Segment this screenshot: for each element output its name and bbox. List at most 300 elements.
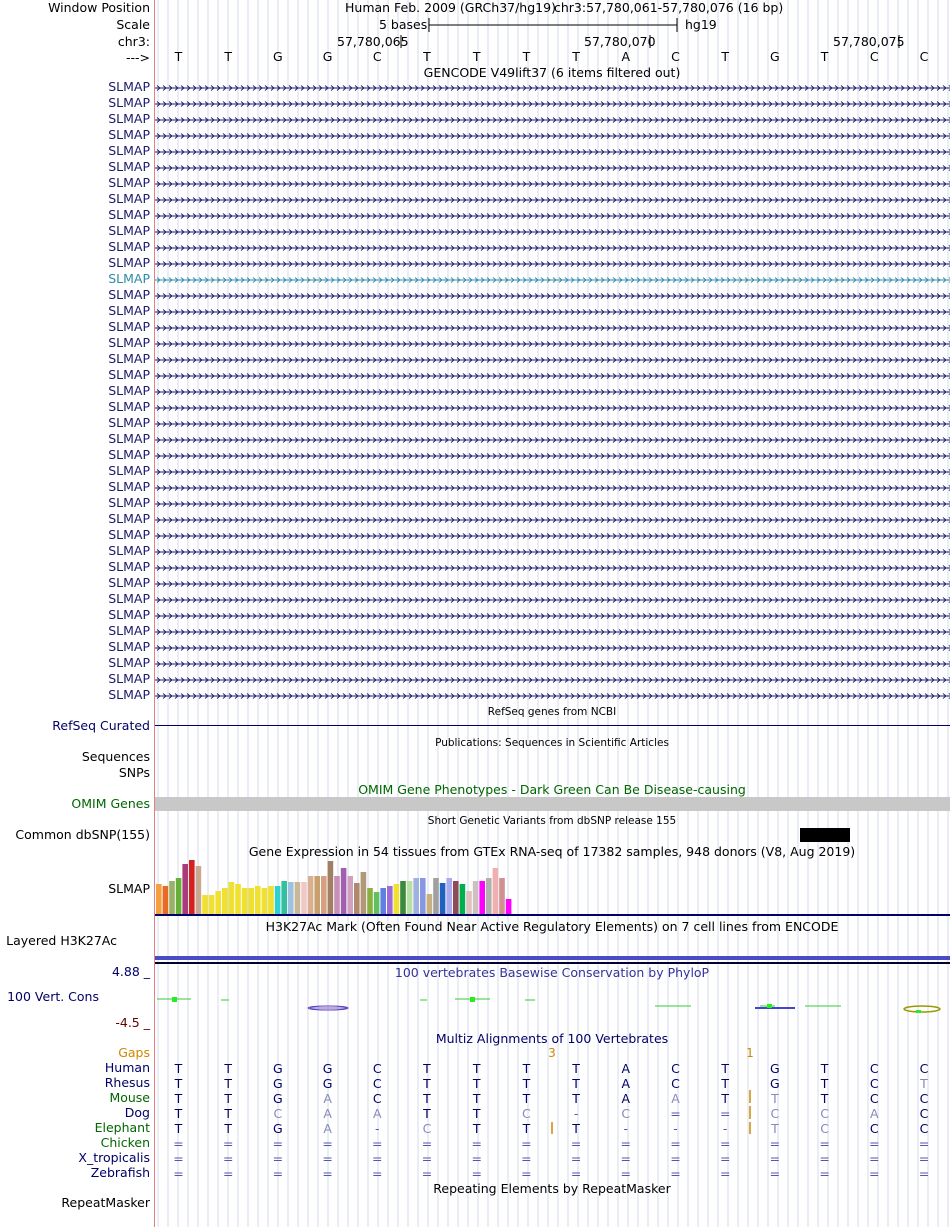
gencode-transcript-line[interactable] [155, 262, 950, 267]
multiz-base: T [572, 1121, 580, 1136]
omim-label[interactable]: OMIM Genes [71, 796, 150, 811]
gencode-transcript-line[interactable] [155, 150, 950, 155]
gencode-transcript-label[interactable]: SLMAP [108, 655, 150, 670]
gencode-transcript-label[interactable]: SLMAP [108, 255, 150, 270]
coord-label-3: 57,780,075 [833, 34, 905, 49]
multiz-base: T [522, 1091, 531, 1106]
multiz-base: = [918, 1136, 930, 1151]
gtex-tissue-bar[interactable] [308, 876, 314, 914]
assembly-title: Human Feb. 2009 (GRCh37/hg19) [345, 0, 556, 15]
publications-label-sequences[interactable]: Sequences [81, 749, 150, 764]
multiz-base: C [522, 1106, 531, 1121]
multiz-base: C [869, 1061, 879, 1076]
gencode-transcript-line[interactable] [155, 518, 950, 523]
multiz-base: = [471, 1151, 482, 1166]
multiz-base: T [771, 1091, 779, 1106]
gencode-transcript-line[interactable] [155, 550, 950, 555]
multiz-base: G [322, 1061, 333, 1076]
omim-gene-bar[interactable] [155, 797, 950, 811]
multiz-base: A [621, 1091, 631, 1106]
multiz-base: T [721, 1091, 729, 1106]
gap-count-1: 3 [548, 1046, 556, 1060]
gtex-tissue-bar[interactable] [275, 886, 281, 914]
publications-label-snps[interactable]: SNPs [118, 765, 150, 780]
gencode-transcript-label[interactable]: SLMAP [108, 143, 150, 158]
gencode-transcript-label[interactable]: SLMAP [108, 431, 150, 446]
gencode-transcript-label[interactable]: SLMAP [108, 271, 150, 286]
gtex-tissue-bar[interactable] [486, 878, 492, 914]
gencode-transcript-line[interactable] [155, 374, 950, 379]
multiz-species-label: X_tropicalis [78, 1150, 150, 1165]
multiz-base: C [919, 1061, 929, 1076]
gencode-transcript-line[interactable] [155, 102, 950, 107]
gencode-transcripts[interactable] [155, 80, 950, 704]
reference-base: A [621, 49, 631, 64]
gencode-transcript-label[interactable]: SLMAP [108, 303, 150, 318]
multiz-base: C [372, 1091, 382, 1106]
multiz-base: A [373, 1106, 382, 1121]
multiz-base: = [670, 1166, 681, 1181]
gtex-tissue-bar[interactable] [235, 884, 241, 914]
gtex-tissue-bar[interactable] [380, 888, 386, 914]
gencode-transcript-line[interactable] [155, 342, 950, 347]
gencode-transcript-label[interactable]: SLMAP [108, 671, 150, 686]
gencode-transcript-label[interactable]: SLMAP [108, 159, 150, 174]
multiz-base: = [918, 1166, 930, 1181]
multiz-base: T [472, 1091, 481, 1106]
gtex-tissue-bar[interactable] [169, 881, 175, 914]
gtex-tissue-bar[interactable] [433, 878, 439, 914]
reference-base: G [770, 49, 780, 64]
gtex-tissue-bar[interactable] [361, 872, 367, 914]
gencode-transcript-line[interactable] [155, 470, 950, 475]
gtex-tissue-bar[interactable] [453, 881, 459, 914]
multiz-base: T [472, 1121, 481, 1136]
multiz-base: C [770, 1106, 780, 1121]
multiz-base: = [769, 1166, 781, 1181]
reference-base: G [322, 49, 333, 64]
reference-base: C [869, 49, 879, 64]
gencode-transcript-label[interactable]: SLMAP [108, 575, 150, 590]
gtex-tissue-bar[interactable] [367, 888, 373, 914]
gencode-transcript-label[interactable]: SLMAP [108, 527, 150, 542]
gtex-tissue-bar[interactable] [209, 895, 215, 914]
multiz-base: C [919, 1091, 929, 1106]
gtex-tissue-bar[interactable] [466, 891, 472, 914]
multiz-base: T [472, 1076, 481, 1091]
gencode-transcript-label[interactable]: SLMAP [108, 335, 150, 350]
gencode-transcript-label[interactable]: SLMAP [108, 543, 150, 558]
gtex-tissue-bar[interactable] [281, 881, 287, 914]
multiz-base: C [621, 1106, 631, 1121]
gencode-transcript-line[interactable] [155, 438, 950, 443]
multiz-base: = [272, 1151, 284, 1166]
reference-base: C [919, 49, 929, 64]
multiz-base: A [671, 1091, 680, 1106]
multiz-base: T [472, 1106, 481, 1121]
gencode-transcript-label[interactable]: SLMAP [108, 399, 150, 414]
gencode-transcript-label[interactable]: SLMAP [108, 175, 150, 190]
gencode-transcript-label[interactable]: SLMAP [108, 383, 150, 398]
gencode-transcript-line[interactable] [155, 614, 950, 619]
gencode-transcript-label[interactable]: SLMAP [108, 95, 150, 110]
multiz-base: = [173, 1136, 184, 1151]
multiz-base: = [869, 1136, 880, 1151]
multiz-base: = [272, 1136, 284, 1151]
multiz-base: = [570, 1166, 582, 1181]
gencode-transcript-label[interactable]: SLMAP [108, 319, 150, 334]
gencode-transcript-line[interactable] [155, 198, 950, 203]
omim-title: OMIM Gene Phenotypes - Dark Green Can Be Disease-causing [358, 782, 746, 797]
multiz-base: A [323, 1106, 332, 1121]
gtex-tissue-bar[interactable] [248, 888, 254, 914]
multiz-base: = [719, 1136, 731, 1151]
multiz-base: = [719, 1106, 731, 1121]
gencode-transcript-line[interactable] [155, 326, 950, 331]
multiz-base: G [770, 1076, 780, 1091]
gencode-transcript-label[interactable]: SLMAP [108, 607, 150, 622]
gtex-tissue-bar[interactable] [499, 878, 505, 914]
gencode-transcript-label[interactable]: SLMAP [108, 511, 150, 526]
gtex-tissue-bar[interactable] [473, 881, 479, 914]
multiz-base: = [322, 1166, 333, 1181]
gencode-transcript-label[interactable]: SLMAP [108, 239, 150, 254]
gtex-tissue-bar[interactable] [394, 884, 400, 914]
multiz-species-label: Rhesus [104, 1075, 150, 1090]
multiz-base: C [671, 1061, 680, 1076]
gencode-transcript-line[interactable] [155, 694, 950, 699]
gtex-tissue-bar[interactable] [215, 891, 221, 914]
gencode-transcript-label[interactable]: SLMAP [108, 79, 150, 94]
h3k27ac-divider [155, 962, 950, 964]
multiz-base: T [771, 1121, 779, 1136]
multiz-base: - [722, 1121, 728, 1136]
scale-text: 5 bases [379, 17, 428, 32]
multiz-base: C [372, 1076, 382, 1091]
window-position-label: Window Position [48, 0, 150, 15]
scale-bar [425, 17, 685, 33]
repeatmasker-title: Repeating Elements by RepeatMasker [433, 1181, 671, 1196]
gencode-transcript-line[interactable] [155, 118, 950, 123]
gencode-transcript-label[interactable]: SLMAP [108, 687, 150, 702]
multiz-base: = [372, 1151, 383, 1166]
gtex-tissue-bar[interactable] [189, 860, 195, 914]
gencode-transcript-line[interactable] [155, 454, 950, 459]
multiz-base: = [372, 1136, 383, 1151]
multiz-base: = [222, 1151, 234, 1166]
gencode-transcript-line[interactable] [155, 678, 950, 683]
reference-base: T [472, 49, 481, 64]
multiz-base: T [572, 1076, 580, 1091]
gtex-tissue-bar[interactable] [493, 868, 499, 914]
multiz-base: C [372, 1061, 382, 1076]
gencode-transcript-label[interactable]: SLMAP [108, 191, 150, 206]
gtex-tissue-bar[interactable] [295, 882, 301, 914]
gencode-transcript-line[interactable] [155, 406, 950, 411]
coord-label-2: 57,780,070 [584, 34, 656, 49]
gtex-tissue-bar[interactable] [268, 886, 274, 914]
multiz-base: T [572, 1091, 580, 1106]
multiz-insertion-marks [155, 1090, 950, 1136]
refseq-gene-line[interactable] [155, 725, 950, 726]
multiz-base: A [870, 1106, 879, 1121]
gencode-transcript-line[interactable] [155, 582, 950, 587]
multiz-base: T [572, 1061, 580, 1076]
conservation-label[interactable]: 100 Vert. Cons [7, 989, 99, 1004]
multiz-base: T [174, 1061, 183, 1076]
multiz-base: T [820, 1091, 829, 1106]
multiz-base: = [372, 1166, 383, 1181]
gtex-tissue-bar[interactable] [314, 876, 320, 914]
gtex-tissue-bar[interactable] [446, 878, 452, 914]
multiz-base: C [869, 1076, 879, 1091]
gtex-tissue-bar[interactable] [255, 886, 261, 914]
multiz-base: T [472, 1061, 481, 1076]
gencode-transcript-label[interactable]: SLMAP [108, 559, 150, 574]
multiz-base: = [769, 1151, 781, 1166]
gencode-title: GENCODE V49lift37 (6 items filtered out) [423, 65, 681, 80]
multiz-base: T [174, 1121, 183, 1136]
dbsnp-variant-block[interactable] [800, 828, 850, 842]
multiz-base: T [174, 1106, 183, 1121]
reference-base: C [372, 49, 382, 64]
multiz-species-label: Dog [124, 1105, 150, 1120]
multiz-base: - [623, 1121, 629, 1136]
gencode-transcript-line[interactable] [155, 486, 950, 491]
gencode-transcript-line[interactable] [155, 662, 950, 667]
multiz-base: C [869, 1091, 879, 1106]
coord-label-1: 57,780,065 [337, 34, 409, 49]
gtex-tissue-bar[interactable] [242, 888, 248, 914]
gtex-tissue-bar[interactable] [440, 883, 446, 914]
gencode-transcript-line[interactable] [155, 278, 950, 283]
gencode-transcript-line[interactable] [155, 134, 950, 139]
db-label: hg19 [685, 17, 717, 32]
multiz-base: T [522, 1076, 531, 1091]
multiz-base: = [471, 1136, 482, 1151]
multiz-base: G [322, 1076, 333, 1091]
reference-base: G [273, 49, 283, 64]
gencode-transcript-line[interactable] [155, 598, 950, 603]
gtex-tissue-bar[interactable] [196, 866, 202, 914]
multiz-base: T [423, 1091, 431, 1106]
gencode-transcript-label[interactable]: SLMAP [108, 623, 150, 638]
reference-base: T [423, 49, 431, 64]
multiz-base: T [174, 1076, 183, 1091]
gtex-tissue-bar[interactable] [413, 878, 419, 914]
h3k27ac-signal[interactable] [155, 956, 950, 960]
gtex-tissue-bar[interactable] [427, 894, 433, 914]
gtex-tissue-bar[interactable] [262, 888, 268, 914]
h3k27ac-label[interactable]: Layered H3K27Ac [6, 933, 117, 948]
coord-ticks [155, 34, 950, 50]
gtex-tissue-bar[interactable] [420, 878, 426, 914]
multiz-base: - [375, 1121, 380, 1136]
gencode-transcript-line[interactable] [155, 310, 950, 315]
multiz-species-label: Human [104, 1060, 150, 1075]
multiz-base: T [224, 1091, 232, 1106]
multiz-base: T [522, 1061, 531, 1076]
gtex-tissue-bar[interactable] [407, 881, 413, 914]
multiz-base: T [423, 1106, 431, 1121]
gencode-transcript-line[interactable] [155, 358, 950, 363]
gencode-transcript-line[interactable] [155, 182, 950, 187]
gencode-transcript-line[interactable] [155, 294, 950, 299]
multiz-base: T [721, 1061, 729, 1076]
multiz-base: = [421, 1136, 433, 1151]
dbsnp-title: Short Genetic Variants from dbSNP release 155 [427, 815, 677, 827]
gencode-transcript-label[interactable]: SLMAP [108, 447, 150, 462]
reference-base: T [820, 49, 829, 64]
multiz-base: = [918, 1151, 930, 1166]
track-label-column [0, 0, 155, 1227]
multiz-base: = [670, 1106, 681, 1121]
gencode-transcript-label[interactable]: SLMAP [108, 127, 150, 142]
multiz-species-label: Zebrafish [90, 1165, 150, 1180]
gtex-tissue-bar[interactable] [460, 884, 466, 914]
gtex-tissue-bar[interactable] [301, 882, 307, 914]
multiz-base: T [423, 1076, 431, 1091]
multiz-base: - [673, 1121, 678, 1136]
multiz-base: T [224, 1061, 232, 1076]
multiz-base: = [521, 1136, 532, 1151]
gtex-tissue-bar[interactable] [229, 882, 235, 914]
gencode-transcript-line[interactable] [155, 214, 950, 219]
gtex-tissue-bar[interactable] [288, 882, 294, 914]
gtex-tissue-bar[interactable] [374, 892, 380, 914]
gtex-tissue-bar[interactable] [387, 886, 393, 914]
multiz-base: = [222, 1166, 234, 1181]
gtex-tissue-bar[interactable] [341, 868, 347, 914]
gtex-expression-bars[interactable] [155, 858, 950, 916]
multiz-base: T [174, 1091, 183, 1106]
h3k27ac-title: H3K27Ac Mark (Often Found Near Active Regulatory Elements) on 7 cell lines from ENCODE [265, 919, 839, 934]
multiz-base: = [173, 1166, 184, 1181]
gencode-transcript-label[interactable]: SLMAP [108, 367, 150, 382]
multiz-base: = [769, 1136, 781, 1151]
gencode-transcript-line[interactable] [155, 630, 950, 635]
multiz-base: = [869, 1151, 880, 1166]
gtex-tissue-bar[interactable] [222, 888, 228, 914]
multiz-base: = [869, 1166, 880, 1181]
gencode-transcript-label[interactable]: SLMAP [108, 223, 150, 238]
multiz-base: = [570, 1136, 582, 1151]
multiz-base: G [770, 1061, 780, 1076]
gencode-transcript-label[interactable]: SLMAP [108, 495, 150, 510]
gtex-tissue-bar[interactable] [328, 861, 334, 914]
multiz-base: = [173, 1151, 184, 1166]
multiz-base: = [670, 1136, 681, 1151]
multiz-base: A [323, 1091, 332, 1106]
gtex-tissue-bar[interactable] [347, 876, 353, 914]
repeatmasker-label[interactable]: RepeatMasker [61, 1195, 150, 1210]
gtex-tissue-bar[interactable] [202, 895, 208, 914]
multiz-species-label: Chicken [100, 1135, 150, 1150]
gencode-transcript-label[interactable]: SLMAP [108, 463, 150, 478]
multiz-base: G [273, 1121, 283, 1136]
reference-base: T [224, 49, 232, 64]
gencode-transcript-label[interactable]: SLMAP [108, 479, 150, 494]
gaps-label: Gaps [118, 1045, 150, 1060]
gencode-transcript-line[interactable] [155, 390, 950, 395]
conservation-max-label: 4.88 _ [111, 964, 150, 979]
conservation-plot[interactable] [155, 980, 950, 1030]
gencode-transcript-line[interactable] [155, 422, 950, 427]
multiz-base: C [820, 1121, 829, 1136]
multiz-base: = [521, 1166, 532, 1181]
gtex-title: Gene Expression in 54 tissues from GTEx RNA-seq of 17382 samples, 948 donors (V8, Aug 2019) [248, 844, 856, 859]
gtex-label[interactable]: SLMAP [108, 881, 150, 896]
gtex-tissue-bar[interactable] [334, 876, 340, 914]
multiz-base: A [621, 1076, 631, 1091]
gencode-transcript-label[interactable]: SLMAP [108, 287, 150, 302]
multiz-base: = [819, 1136, 830, 1151]
multiz-base: G [273, 1061, 283, 1076]
multiz-base: C [869, 1121, 879, 1136]
multiz-base: = [570, 1151, 582, 1166]
multiz-base: = [272, 1166, 284, 1181]
gtex-tissue-bar[interactable] [176, 878, 182, 914]
gtex-tissue-bar[interactable] [321, 876, 327, 914]
genome-browser-track-area[interactable] [155, 0, 950, 1227]
reference-base: C [671, 49, 680, 64]
gencode-transcript-line[interactable] [155, 502, 950, 507]
multiz-base: C [273, 1106, 283, 1121]
multiz-base: T [224, 1076, 232, 1091]
gtex-tissue-bar[interactable] [479, 881, 485, 914]
gencode-transcript-label[interactable]: SLMAP [108, 351, 150, 366]
gencode-transcript-label[interactable]: SLMAP [108, 207, 150, 222]
multiz-base: C [820, 1106, 829, 1121]
dbsnp-label[interactable]: Common dbSNP(155) [15, 827, 150, 842]
multiz-base: = [222, 1136, 234, 1151]
gtex-tissue-bar[interactable] [182, 864, 188, 914]
multiz-species-label: Mouse [109, 1090, 150, 1105]
multiz-base: = [620, 1151, 632, 1166]
multiz-base: T [721, 1076, 729, 1091]
gencode-transcript-label[interactable]: SLMAP [108, 111, 150, 126]
gtex-tissue-bar[interactable] [506, 899, 512, 914]
gencode-transcript-line[interactable] [155, 230, 950, 235]
gencode-transcript-line[interactable] [155, 86, 950, 91]
gencode-transcript-label[interactable]: SLMAP [108, 639, 150, 654]
multiz-base: = [620, 1166, 632, 1181]
gencode-transcript-label[interactable]: SLMAP [108, 415, 150, 430]
gap-count-2: 1 [746, 1046, 754, 1060]
gtex-tissue-bar[interactable] [354, 883, 360, 914]
gencode-transcript-line[interactable] [155, 534, 950, 539]
gtex-tissue-bar[interactable] [400, 881, 406, 914]
gencode-transcript-label[interactable]: SLMAP [108, 591, 150, 606]
reference-base: T [721, 49, 729, 64]
gtex-tissue-bar[interactable] [156, 884, 162, 914]
gencode-transcript-line[interactable] [155, 166, 950, 171]
gencode-transcript-line[interactable] [155, 246, 950, 251]
gencode-transcript-line[interactable] [155, 646, 950, 651]
gencode-transcript-line[interactable] [155, 566, 950, 571]
gtex-tissue-bar[interactable] [163, 886, 169, 914]
reference-base: T [174, 49, 183, 64]
multiz-base: = [719, 1166, 731, 1181]
refseq-label[interactable]: RefSeq Curated [52, 718, 150, 733]
multiz-base: = [322, 1136, 333, 1151]
strand-label: ---> [125, 50, 150, 65]
multiz-base: T [820, 1061, 829, 1076]
reference-base: T [572, 49, 580, 64]
multiz-base: = [421, 1166, 433, 1181]
multiz-base: A [621, 1061, 631, 1076]
multiz-base: = [719, 1151, 731, 1166]
